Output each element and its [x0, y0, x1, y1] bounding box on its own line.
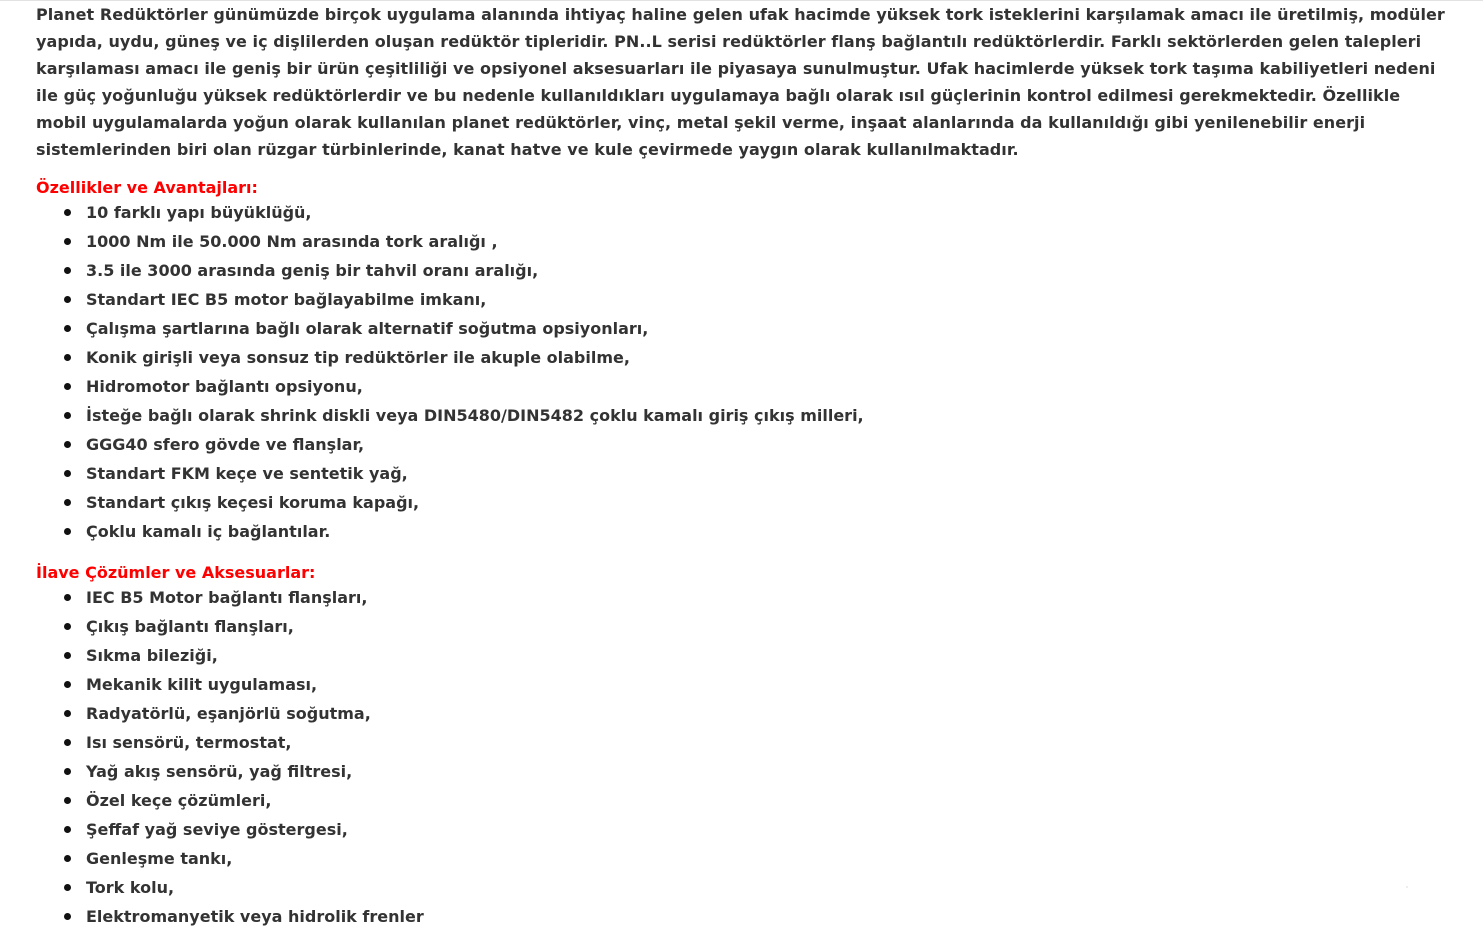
list-item-text: Mekanik kilit uygulaması, — [86, 675, 318, 694]
list-item — [36, 786, 1456, 815]
bullet-icon — [64, 623, 71, 630]
list-item — [36, 372, 1456, 401]
list-item-text: IEC B5 Motor bağlantı flanşları, — [86, 588, 368, 607]
bullet-icon — [64, 354, 71, 361]
list-item — [36, 314, 1456, 343]
bullet-icon — [64, 499, 71, 506]
list-item-text: 3.5 ile 3000 arasında geniş bir tahvil oranı aralığı, — [86, 261, 539, 280]
list-item — [36, 459, 1456, 488]
bullet-icon — [64, 710, 71, 717]
list-item-text: Isı sensörü, termostat, — [86, 733, 292, 752]
list-item-text: Çalışma şartlarına bağlı olarak alternatif soğutma opsiyonları, — [86, 319, 649, 338]
list-item-text: Çoklu kamalı iç bağlantılar. — [86, 522, 331, 541]
list-item-text: Elektromanyetik veya hidrolik frenler — [86, 907, 424, 926]
list-item-text: Şeffaf yağ seviye göstergesi, — [86, 820, 348, 839]
list-item — [36, 343, 1456, 372]
list-item-text: Sıkma bileziği, — [86, 646, 218, 665]
bullet-icon — [64, 594, 71, 601]
list-item-text: 10 farklı yapı büyüklüğü, — [86, 203, 312, 222]
bullet-icon — [64, 267, 71, 274]
list-item-text: 1000 Nm ile 50.000 Nm arasında tork aralığı , — [86, 232, 498, 251]
list-item — [36, 227, 1456, 256]
bullet-icon — [64, 826, 71, 833]
bullet-icon — [64, 238, 71, 245]
list-item — [36, 670, 1456, 699]
bullet-icon — [64, 681, 71, 688]
list-item — [36, 873, 1456, 902]
list-item — [36, 256, 1456, 285]
features-heading: Özellikler ve Avantajları: — [36, 178, 258, 197]
bullet-icon — [64, 652, 71, 659]
list-item-text: Çıkış bağlantı flanşları, — [86, 617, 294, 636]
bullet-icon — [64, 383, 71, 390]
bullet-icon — [64, 470, 71, 477]
list-item-text: Konik girişli veya sonsuz tip redüktörler ile akuple olabilme, — [86, 348, 630, 367]
list-item — [36, 198, 1456, 227]
list-item — [36, 612, 1456, 641]
list-item — [36, 430, 1456, 459]
list-item-text: Standart çıkış keçesi koruma kapağı, — [86, 493, 420, 512]
list-item — [36, 401, 1456, 430]
list-item — [36, 699, 1456, 728]
list-item-text: Hidromotor bağlantı opsiyonu, — [86, 377, 363, 396]
bullet-icon — [64, 209, 71, 216]
list-item — [36, 583, 1456, 612]
list-item-text: Tork kolu, — [86, 878, 175, 897]
list-item — [36, 641, 1456, 670]
bullet-icon — [64, 855, 71, 862]
list-item-text: GGG40 sfero gövde ve flanşlar, — [86, 435, 365, 454]
list-item — [36, 488, 1456, 517]
list-item-text: Yağ akış sensörü, yağ filtresi, — [86, 762, 353, 781]
extras-heading: İlave Çözümler ve Aksesuarlar: — [36, 563, 316, 582]
list-item-text: Genleşme tankı, — [86, 849, 233, 868]
list-item-text: Radyatörlü, eşanjörlü soğutma, — [86, 704, 371, 723]
bullet-icon — [64, 739, 71, 746]
list-item-text: Standart IEC B5 motor bağlayabilme imkanı, — [86, 290, 487, 309]
list-item — [36, 902, 1456, 931]
bullet-icon — [64, 441, 71, 448]
list-item-text: Standart FKM keçe ve sentetik yağ, — [86, 464, 408, 483]
bullet-icon — [64, 412, 71, 419]
list-item — [36, 517, 1456, 546]
list-item — [36, 844, 1456, 873]
bullet-icon — [64, 768, 71, 775]
list-item-text: Özel keçe çözümleri, — [86, 791, 272, 810]
decorative-dot — [1406, 886, 1408, 888]
bullet-icon — [64, 884, 71, 891]
intro-paragraph: Planet Redüktörler günümüzde birçok uygulama alanında ihtiyaç haline gelen ufak hacimde yüksek tork isteklerini karşılamak amacı ile üretilmiş, modüler yapıda, uydu, güneş ve iç dişlilerden oluşan redüktör tipleridir. PN..L serisi redüktörler flanş bağlantılı redüktörlerdir. Farklı sektörlerden gelen talepleri karşılaması amacı ile geniş bir ürün çeşitliliği ve opsiyonel aksesuarları ile piyasaya sunulmuştur. Ufak hacimlerde yüksek tork taşıma kabiliyetleri nedeni ile güç yoğunluğu yüksek redüktörlerdir ve bu nedenle kullanıldıkları uygulamaya bağlı olarak ısıl güçlerinin kontrol edilmesi gerekmektedir. Özellikle mobil uygulamalarda yoğun olarak kullanılan planet redüktörler, vinç, metal şekil verme, inşaat alanlarında da kullanıldığı gibi yenilenebilir enerji sistemlerinden biri olan rüzgar türbinlerinde, kanat hatve ve kule çevirmede yaygın olarak kullanılmaktadır. — [36, 5, 1445, 159]
extras-list — [36, 583, 1456, 931]
bullet-icon — [64, 528, 71, 535]
list-item — [36, 815, 1456, 844]
bullet-icon — [64, 296, 71, 303]
list-item — [36, 285, 1456, 314]
list-item — [36, 757, 1456, 786]
list-item-text: İsteğe bağlı olarak shrink diskli veya DIN5480/DIN5482 çoklu kamalı giriş çıkış milleri, — [86, 406, 864, 425]
bullet-icon — [64, 797, 71, 804]
features-list — [36, 198, 1456, 546]
product-description — [36, 1, 1456, 931]
bullet-icon — [64, 325, 71, 332]
bullet-icon — [64, 913, 71, 920]
list-item — [36, 728, 1456, 757]
